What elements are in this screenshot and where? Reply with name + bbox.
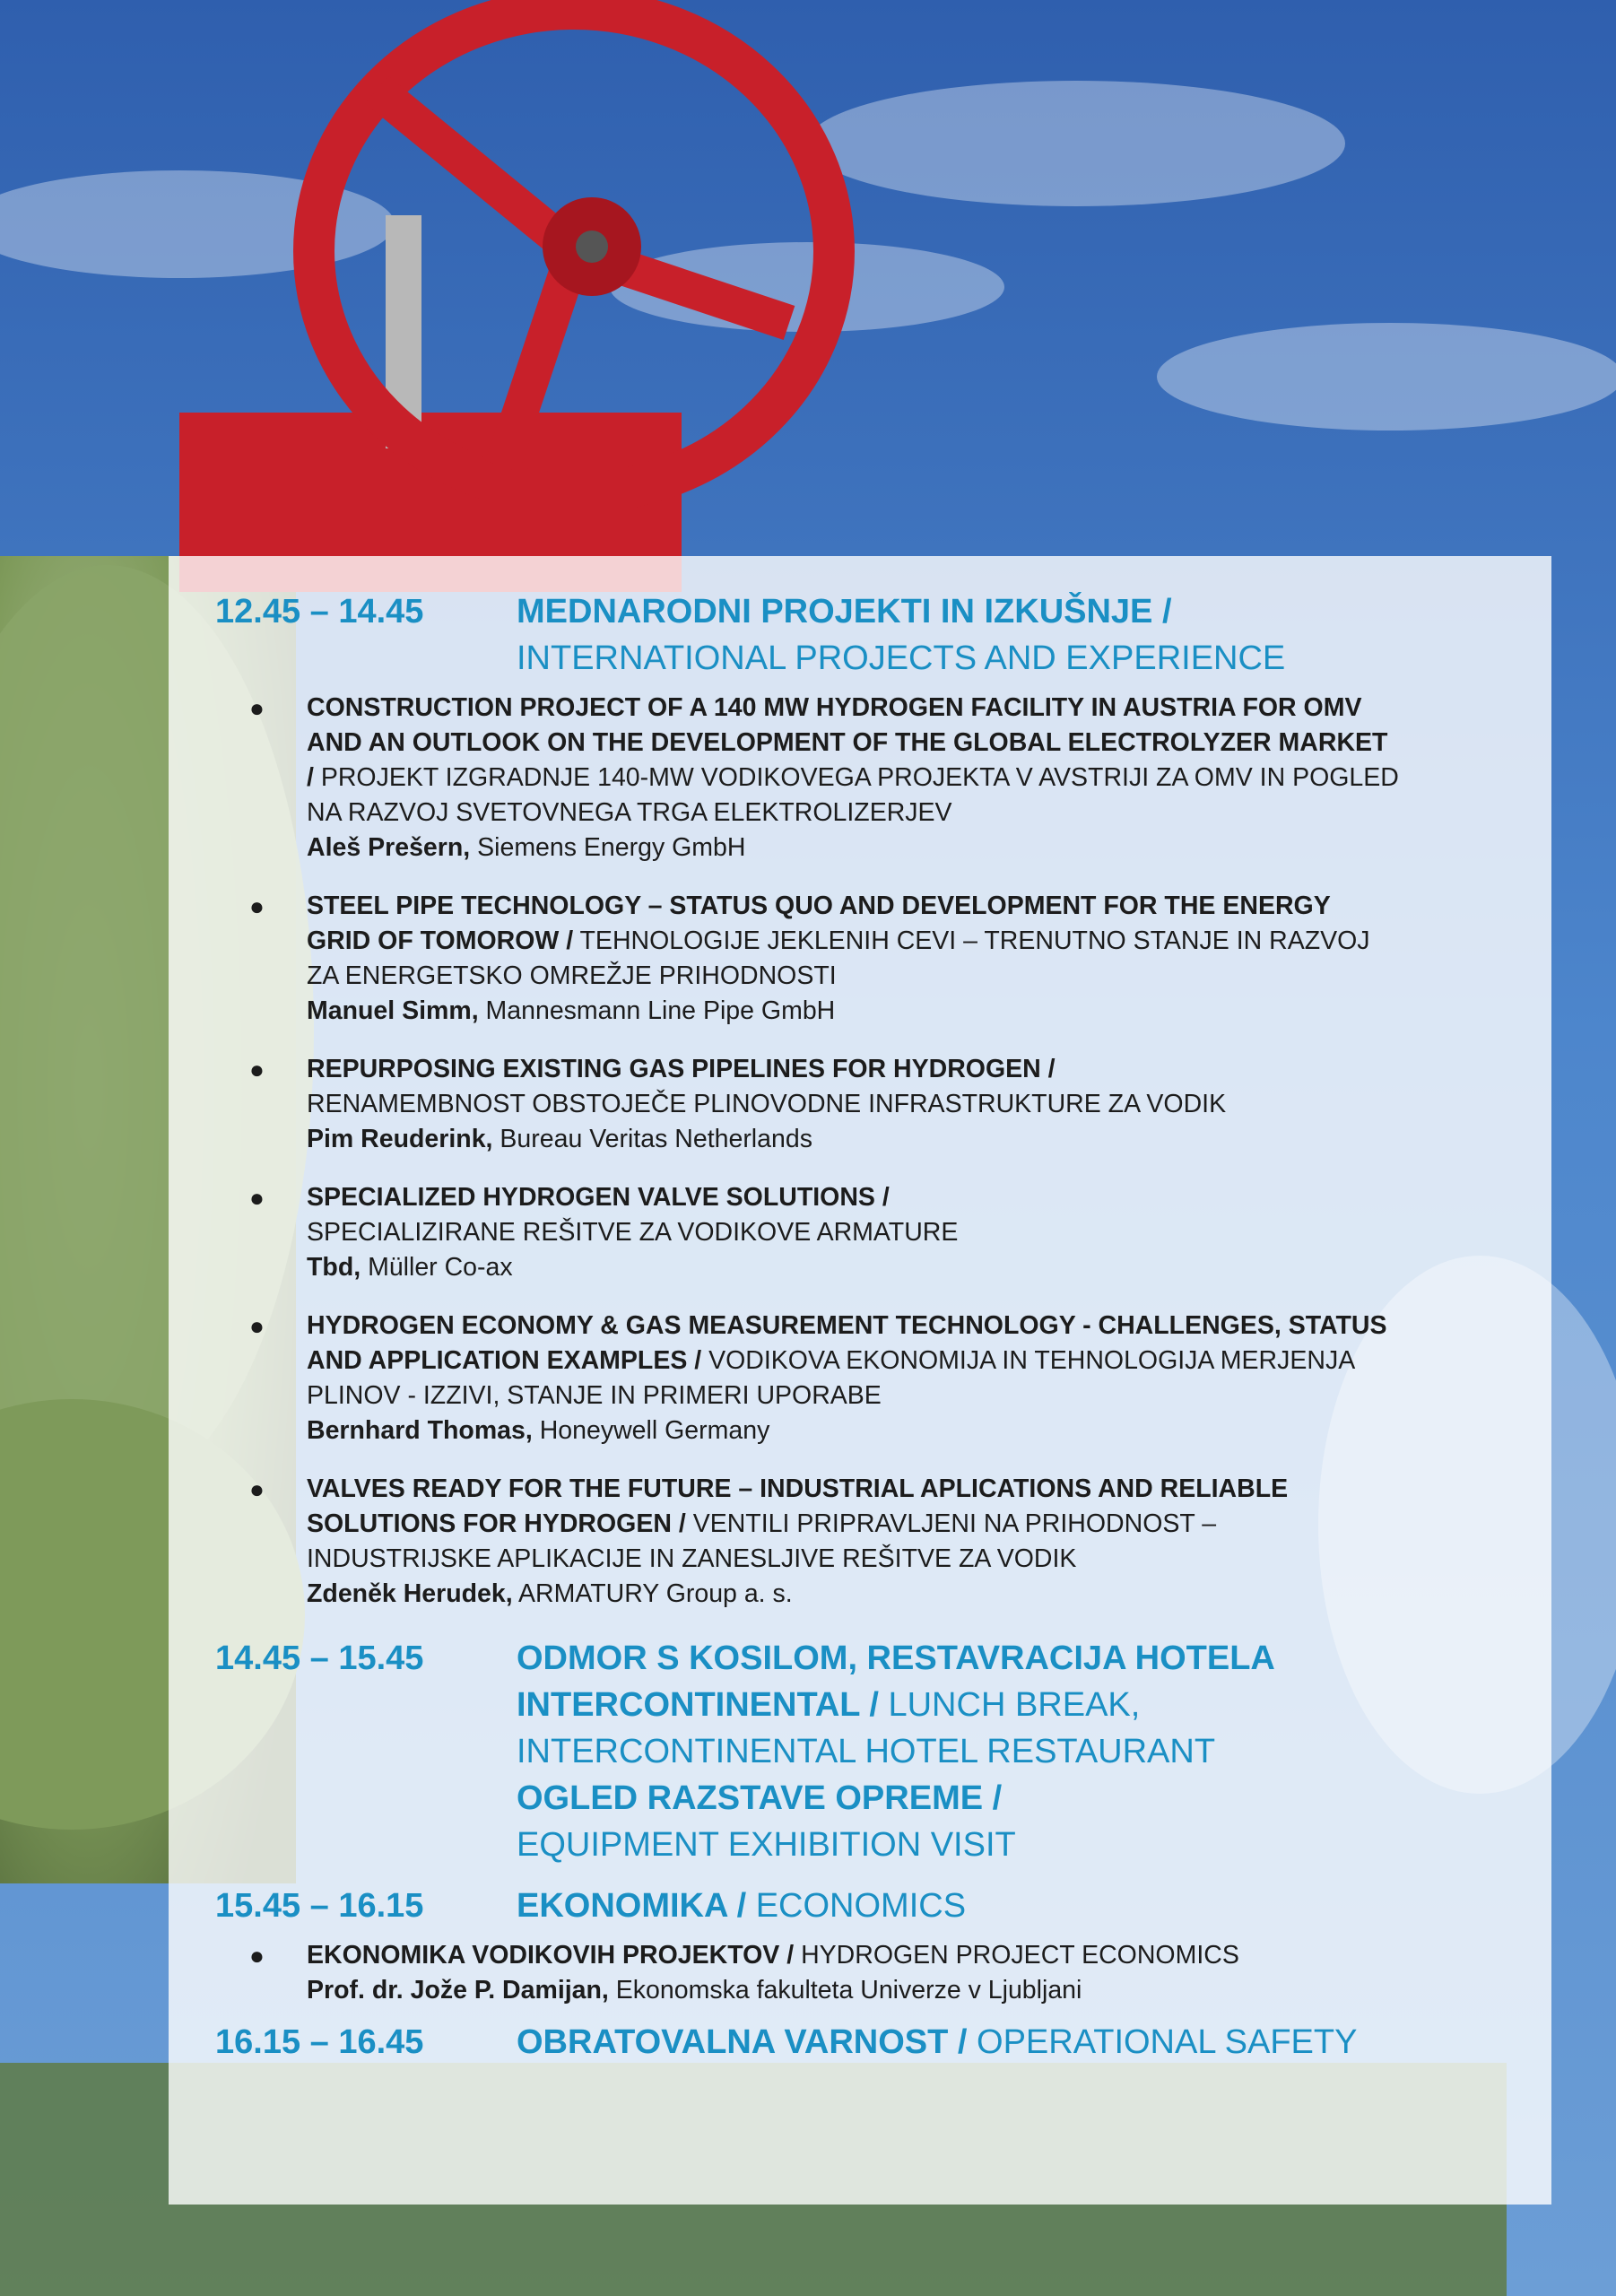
talk-speaker [307, 1250, 1525, 1285]
session-title-sl: INTERCONTINENTAL / [517, 1686, 879, 1724]
talk-title [307, 889, 1525, 994]
talk-title-en: SOLUTIONS FOR HYDROGEN / [307, 1509, 686, 1538]
speaker-org: Honeywell Germany [532, 1416, 770, 1445]
talk-title-en: HYDROGEN PROJECT ECONOMICS [794, 1941, 1239, 1970]
talk-title-sl: PROJEKT IZGRADNJE 140-MW VODIKOVEGA PROJEKTA V AVSTRIJI ZA OMV IN POGLED [313, 763, 1399, 792]
session-international-projects [215, 588, 1525, 682]
talk-title-sl: SPECIALIZIRANE REŠITVE ZA VODIKOVE ARMATURE [307, 1218, 959, 1247]
talk-speaker [307, 994, 1525, 1029]
speaker-name: Zdeněk Herudek, [307, 1579, 513, 1608]
speaker-org: Siemens Energy GmbH [470, 833, 746, 862]
talk-title [307, 1052, 1525, 1122]
session-title-en: INTERCONTINENTAL HOTEL RESTAURANT [517, 1733, 1216, 1770]
session-title-sl: MEDNARODNI PROJEKTI IN IZKUŠNJE / [517, 593, 1172, 631]
talk-speaker [307, 831, 1525, 865]
session-title-sl: EKONOMIKA / [517, 1887, 747, 1925]
speaker-org: Müller Co-ax [361, 1253, 513, 1282]
bullet-icon: ● [249, 1312, 265, 1340]
session-title [517, 588, 1285, 682]
talk-title-sl: PLINOV - IZZIVI, STANJE IN PRIMERI UPORABE [307, 1381, 882, 1410]
talk-item [215, 1938, 1525, 2008]
session-title-en: OPERATIONAL SAFETY [967, 2023, 1358, 2061]
talk-title [307, 1472, 1525, 1577]
bullet-icon: ● [249, 1184, 265, 1212]
speaker-name: Pim Reuderink, [307, 1125, 493, 1153]
talk-item [215, 1052, 1525, 1157]
session-title-en: EQUIPMENT EXHIBITION VISIT [517, 1826, 1016, 1864]
bullet-icon: ● [249, 694, 265, 722]
speaker-org: Ekonomska fakulteta Univerze v Ljubljani [608, 1976, 1082, 2005]
talk-title-en: SPECIALIZED HYDROGEN VALVE SOLUTIONS / [307, 1183, 890, 1212]
talk-speaker [307, 1413, 1525, 1448]
speaker-org: ARMATURY Group a. s. [512, 1579, 793, 1608]
talk-speaker [307, 1577, 1525, 1612]
session-lunch-break [215, 1635, 1525, 1868]
talk-title-sl: RENAMEMBNOST OBSTOJEČE PLINOVODNE INFRASTRUKTURE ZA VODIK [307, 1090, 1227, 1118]
session-title-sl: ODMOR S KOSILOM, RESTAVRACIJA HOTELA [517, 1639, 1275, 1677]
speaker-name: Prof. dr. Jože P. Damijan, [307, 1976, 609, 2005]
bullet-icon: ● [249, 1475, 265, 1503]
session-title [517, 2019, 1357, 2066]
talk-title-sl: VODIKOVA EKONOMIJA IN TEHNOLOGIJA MERJENJA [701, 1346, 1356, 1375]
session-title [517, 1635, 1275, 1868]
talk-title-en: VALVES READY FOR THE FUTURE – INDUSTRIAL APLICATIONS AND RELIABLE [307, 1474, 1289, 1503]
session-title-sl: OGLED RAZSTAVE OPREME / [517, 1779, 1003, 1817]
bullet-icon: ● [249, 892, 265, 920]
session-title-sl: OBRATOVALNA VARNOST / [517, 2023, 968, 2061]
session-title-en: ECONOMICS [746, 1887, 967, 1925]
talk-title-en: REPURPOSING EXISTING GAS PIPELINES FOR HYDROGEN / [307, 1055, 1056, 1083]
speaker-org: Bureau Veritas Netherlands [492, 1125, 812, 1153]
talk-list [215, 1938, 1525, 2008]
session-time: 16.15 – 16.45 [215, 2023, 424, 2061]
talk-title-en: CONSTRUCTION PROJECT OF A 140 MW HYDROGEN FACILITY IN AUSTRIA FOR OMV [307, 693, 1362, 722]
talk-title-sl: EKONOMIKA VODIKOVIH PROJEKTOV / [307, 1941, 795, 1970]
talk-title-sl: VENTILI PRIPRAVLJENI NA PRIHODNOST – [685, 1509, 1217, 1538]
talk-title-en: AND AN OUTLOOK ON THE DEVELOPMENT OF THE GLOBAL ELECTROLYZER MARKET [307, 728, 1388, 757]
session-title [517, 1883, 966, 1929]
talk-speaker [307, 1973, 1525, 2008]
speaker-name: Bernhard Thomas, [307, 1416, 533, 1445]
talk-title-en: STEEL PIPE TECHNOLOGY – STATUS QUO AND DEVELOPMENT FOR THE ENERGY [307, 891, 1331, 920]
session-operational-safety [215, 2019, 1525, 2066]
session-economics [215, 1883, 1525, 1929]
talk-item [215, 889, 1525, 1029]
speaker-name: Manuel Simm, [307, 996, 479, 1025]
bullet-icon: ● [249, 1942, 265, 1970]
talk-title-en: HYDROGEN ECONOMY & GAS MEASUREMENT TECHNOLOGY - CHALLENGES, STATUS [307, 1311, 1387, 1340]
speaker-name: Aleš Prešern, [307, 833, 471, 862]
talk-title [307, 1938, 1525, 1973]
talk-list [215, 691, 1525, 1612]
talk-item [215, 1472, 1525, 1612]
speaker-org: Mannesmann Line Pipe GmbH [478, 996, 836, 1025]
talk-title [307, 1309, 1525, 1413]
session-time: 12.45 – 14.45 [215, 593, 424, 631]
talk-title-sl: NA RAZVOJ SVETOVNEGA TRGA ELEKTROLIZERJEV [307, 798, 952, 827]
talk-title [307, 691, 1525, 831]
session-title-en: INTERNATIONAL PROJECTS AND EXPERIENCE [517, 639, 1286, 677]
session-title-en: LUNCH BREAK, [878, 1686, 1141, 1724]
talk-item [215, 691, 1525, 865]
talk-title-en: GRID OF TOMOROW / [307, 926, 574, 955]
talk-title-sl: TEHNOLOGIJE JEKLENIH CEVI – TRENUTNO STANJE IN RAZVOJ [573, 926, 1370, 955]
talk-item [215, 1309, 1525, 1448]
session-time: 14.45 – 15.45 [215, 1639, 424, 1677]
talk-title-separator: / [307, 763, 314, 792]
session-time: 15.45 – 16.15 [215, 1887, 424, 1925]
talk-item [215, 1180, 1525, 1285]
talk-title-en: AND APPLICATION EXAMPLES / [307, 1346, 702, 1375]
speaker-name: Tbd, [307, 1253, 361, 1282]
program-content [215, 588, 1525, 2066]
talk-title-sl: ZA ENERGETSKO OMREŽJE PRIHODNOSTI [307, 961, 837, 990]
bullet-icon: ● [249, 1056, 265, 1083]
talk-speaker [307, 1122, 1525, 1157]
talk-title-sl: INDUSTRIJSKE APLIKACIJE IN ZANESLJIVE REŠITVE ZA VODIK [307, 1544, 1077, 1573]
talk-title [307, 1180, 1525, 1250]
